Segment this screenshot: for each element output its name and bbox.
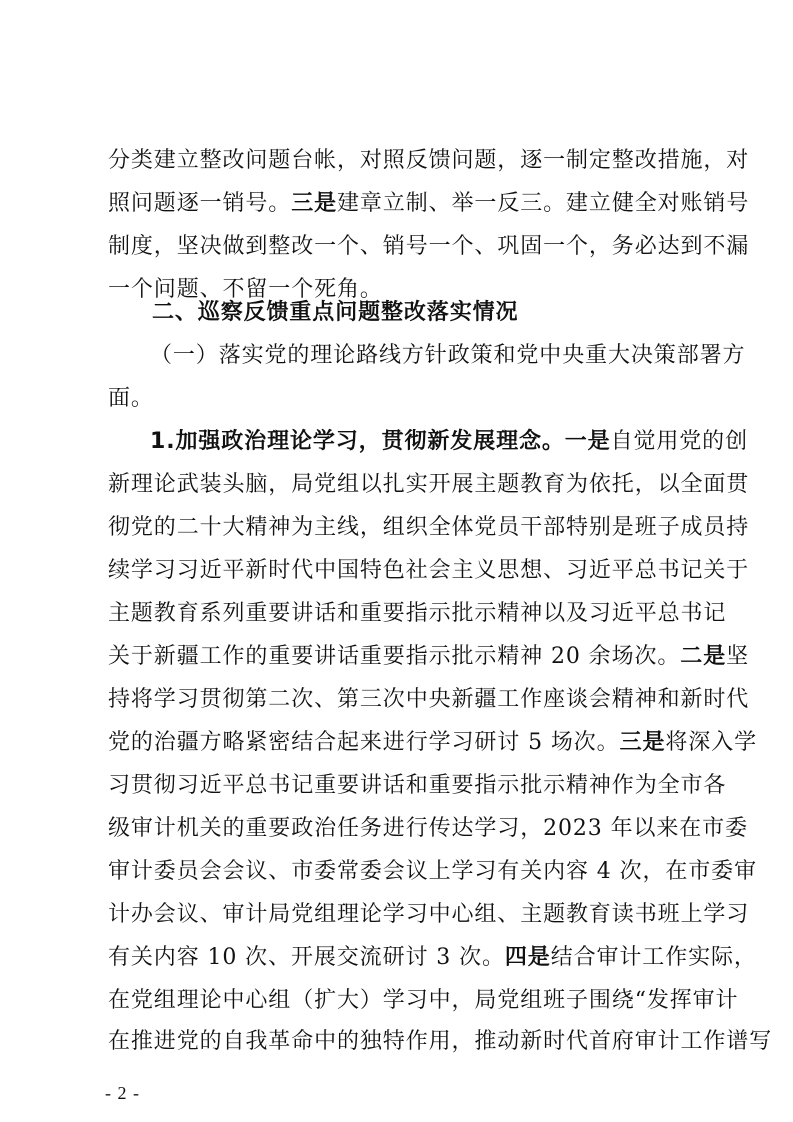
paragraph-text: 级审计机关的重要政治任务进行传达学习，2023 年以来在市委 [108, 816, 748, 841]
item-heading: 1.加强政治理论学习，贯彻新发展理念。一是 [150, 429, 611, 454]
text-line [108, 940, 757, 976]
paragraph-text: 照问题逐一销号。 [108, 191, 292, 216]
paragraph-text: 计办会议、审计局党组理论学习中心组、主题教育读书班上学习 [108, 902, 750, 927]
text-line [108, 983, 739, 1019]
paragraph-text: 审计委员会会议、市委常委会议上学习有关内容 4 次，在市委审 [108, 859, 757, 884]
paragraph-text: 坚 [726, 644, 750, 669]
ordinal-emphasis: 四是 [504, 945, 551, 970]
paragraph-text: 在推进党的自我革命中的独特作用，推动新时代首府审计工作谱写 [108, 1029, 773, 1054]
text-line [108, 854, 757, 890]
text-line [150, 424, 748, 460]
section-heading [152, 295, 742, 331]
paragraph-text: 持将学习贯彻第二次、第三次中央新疆工作座谈会精神和新时代 [108, 687, 750, 712]
text-line [108, 639, 750, 675]
text-line [108, 725, 758, 761]
text-line [108, 467, 750, 503]
page-number: - 2 - [105, 1083, 140, 1103]
paragraph-text: 在党组理论中心组（扩大）学习中，局党组班子围绕“发挥审计 [108, 988, 739, 1013]
ordinal-emphasis: 三是 [291, 191, 338, 216]
text-line [108, 811, 748, 847]
paragraph-text: 结合审计工作实际， [550, 945, 757, 970]
text-line [108, 510, 750, 546]
text-line [108, 596, 727, 632]
ordinal-emphasis: 三是 [619, 730, 666, 755]
section-heading-text: 二、巡察反馈重点问题整改落实情况 [152, 300, 519, 325]
text-line [108, 553, 750, 589]
subsection-heading [150, 338, 746, 374]
paragraph-text: 有关内容 10 次、开展交流研讨 3 次。 [108, 945, 505, 970]
paragraph-text: 制度，坚决做到整改一个、销号一个、巩固一个，务必达到不漏 [108, 234, 750, 259]
ordinal-emphasis: 二是 [680, 644, 727, 669]
paragraph-text: 习贯彻习近平总书记重要讲话和重要指示批示精神作为全市各 [108, 773, 727, 798]
paragraph-text: 党的治疆方略紧密结合起来进行学习研讨 5 场次。 [108, 730, 620, 755]
text-line [108, 768, 727, 804]
paragraph-text: 自觉用党的创 [610, 429, 748, 454]
paragraph-text: 彻党的二十大精神为主线，组织全体党员干部特别是班子成员持 [108, 515, 750, 540]
text-line [108, 682, 750, 718]
paragraph-text: 关于新疆工作的重要讲话重要指示批示精神 20 余场次。 [108, 644, 681, 669]
paragraph-text: 将深入学 [665, 730, 758, 755]
paragraph-text: 主题教育系列重要讲话和重要指示批示精神以及习近平总书记 [108, 601, 727, 626]
text-line [108, 897, 750, 933]
text-line [108, 1024, 773, 1060]
paragraph-text: 续学习习近平新时代中国特色社会主义思想、习近平总书记关于 [108, 558, 750, 583]
text-line [108, 186, 750, 222]
text-line [108, 229, 750, 265]
text-line [108, 143, 750, 179]
subsection-text: （一）落实党的理论路线方针政策和党中央重大决策部署方 [150, 343, 746, 368]
subsection-text: 面。 [108, 386, 154, 411]
paragraph-text: 分类建立整改问题台帐，对照反馈问题，逐一制定整改措施，对 [108, 148, 750, 173]
subsection-heading-cont [108, 381, 698, 417]
paragraph-text: 新理论武装头脑，局党组以扎实开展主题教育为依托，以全面贯 [108, 472, 750, 497]
paragraph-text: 建章立制、举一反三。建立健全对账销号 [337, 191, 750, 216]
paragraph-text: 一个问题、不留一个死角。 [108, 277, 383, 302]
